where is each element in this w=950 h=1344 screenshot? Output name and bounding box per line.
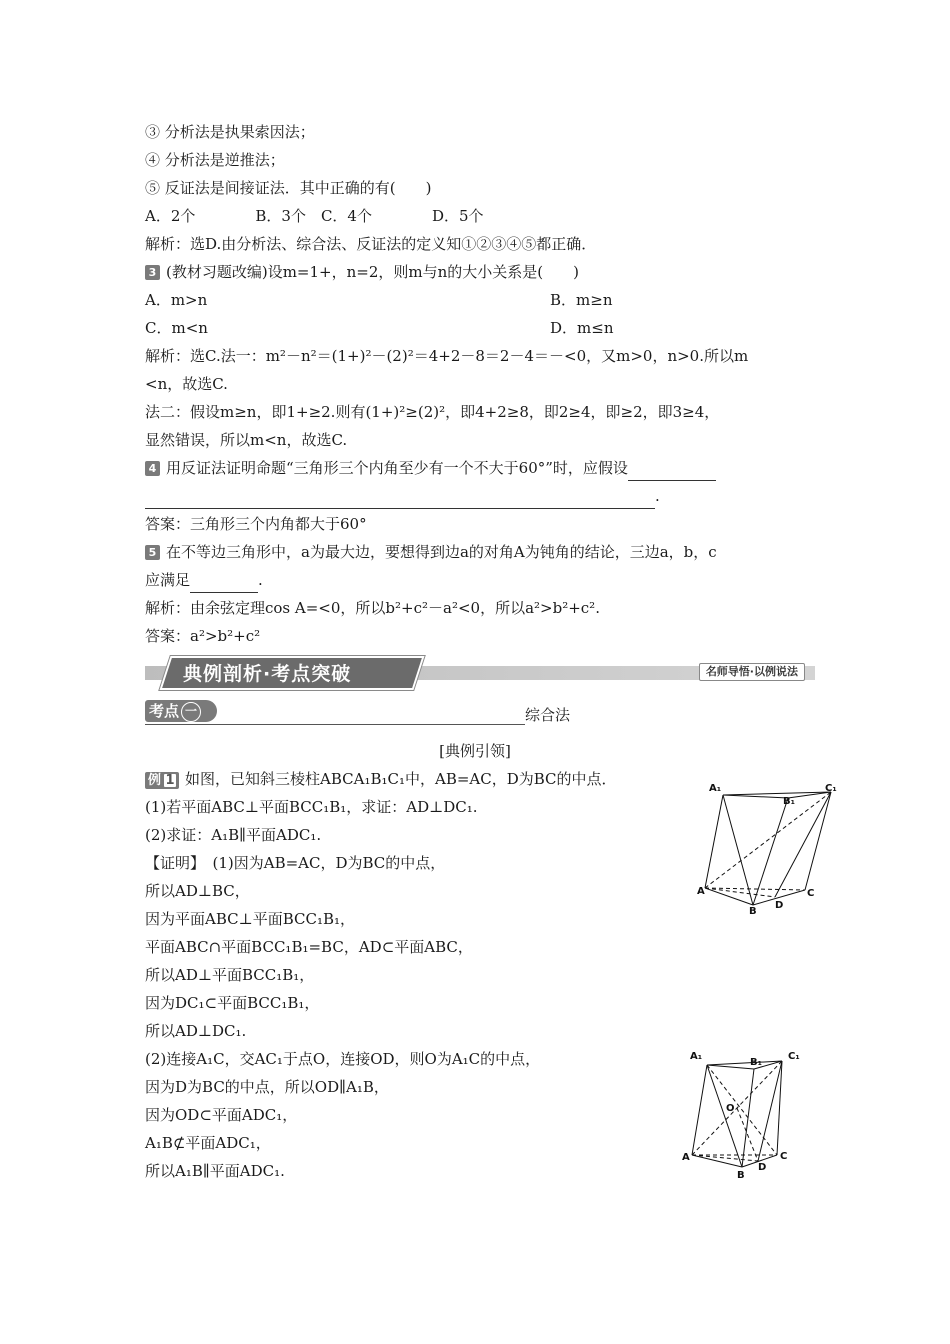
- proof-line: A₁B⊄平面ADC₁，: [145, 1134, 271, 1152]
- vertex-label: B: [749, 906, 757, 915]
- question-text: 在不等边三角形中，a为最大边，要想得到边a的对角A为钝角的结论，三边a，b，c: [166, 543, 717, 561]
- proof-line: (2)连接A₁C，交AC₁于点O，连接OD，则O为A₁C的中点，: [145, 1050, 541, 1068]
- vertex-label: C: [807, 888, 815, 899]
- proof-line: 所以AD⊥BC，: [145, 882, 250, 900]
- question-5-cont: [145, 570, 263, 593]
- analysis-line: <n，故选C.: [145, 375, 228, 393]
- analysis-line: 解析：由余弦定理cos A=<0，所以b²+c²－a²<0，所以a²>b²+c².: [145, 599, 600, 617]
- question-text: (教材习题改编)设m=1+，n=2，则m与n的大小关系是( ): [166, 263, 579, 281]
- analysis-line: 显然错误，所以m<n，故选C.: [145, 431, 348, 449]
- question-number-badge: 4: [145, 461, 160, 476]
- vertex-label: D: [775, 900, 784, 911]
- proof-line: 平面ABC∩平面BCC₁B₁=BC，AD⊂平面ABC，: [145, 938, 473, 956]
- line-3: ③ 分析法是执果索因法；: [145, 123, 315, 141]
- vertex-label: B₁: [783, 796, 796, 807]
- proof-line: 所以A₁B∥平面ADC₁.: [145, 1162, 285, 1180]
- option-d: D．m≤n: [550, 319, 614, 337]
- analysis-line: 解析：选D.由分析法、综合法、反证法的定义知①②③④⑤都正确．: [145, 235, 597, 253]
- answer-line: 答案：三角形三个内角都大于60°: [145, 515, 367, 533]
- line-4: ④ 分析法是逆推法；: [145, 151, 285, 169]
- proof-line: 因为D为BC的中点，所以OD∥A₁B，: [145, 1078, 389, 1096]
- question-text: 用反证法证明命题“三角形三个内角至少有一个不大于60°”时，应假设: [166, 459, 628, 477]
- question-5: [145, 542, 717, 562]
- example-badge-number: 1: [165, 773, 175, 788]
- vertex-label: O: [726, 1103, 735, 1114]
- topic-tag: [145, 700, 217, 722]
- prism-figure-1: [695, 780, 840, 915]
- banner-title: 典例剖析·考点突破: [183, 663, 352, 685]
- section-banner: [145, 656, 815, 686]
- banner-subtitle: 名师导悟·以例说法: [699, 663, 805, 681]
- vertex-label: A: [697, 886, 705, 897]
- vertex-label: C₁: [825, 783, 837, 794]
- topic-label: 考点: [149, 702, 180, 720]
- proof-line: 因为OD⊂平面ADC₁，: [145, 1106, 298, 1124]
- option-a: A．m>n: [145, 291, 208, 309]
- example-line: (1)若平面ABC⊥平面BCC₁B₁，求证：AD⊥DC₁.: [145, 798, 478, 816]
- line-5: ⑤ 反证法是间接证法．其中正确的有( ): [145, 179, 432, 197]
- vertex-label: B₁: [750, 1057, 763, 1068]
- proof-line: 【证明】 (1)因为AB=AC，D为BC的中点，: [145, 854, 446, 872]
- answer-blank: [190, 572, 258, 593]
- question-number-badge: 3: [145, 265, 160, 280]
- option-c: C．m<n: [145, 319, 208, 337]
- topic-number: 一: [181, 702, 201, 722]
- vertex-label: C: [780, 1151, 788, 1162]
- vertex-label: B: [737, 1170, 745, 1181]
- proof-line: 所以AD⊥平面BCC₁B₁，: [145, 966, 315, 984]
- analysis-line: 解析：选C.法一：m²－n²＝(1+)²－(2)²＝4+2－8＝2－4＝－<0，又m>0，n>0.所以m: [145, 347, 749, 365]
- vertex-label: A₁: [690, 1051, 703, 1062]
- question-number-badge: 5: [145, 545, 160, 560]
- question-text: 应满足: [145, 571, 191, 589]
- topic-rule: [145, 724, 525, 725]
- answer-blank: [145, 488, 655, 509]
- proof-line: 因为平面ABC⊥平面BCC₁B₁，: [145, 910, 356, 928]
- example-line: (2)求证：A₁B∥平面ADC₁.: [145, 826, 322, 844]
- example-text: 如图，已知斜三棱柱ABCA₁B₁C₁中，AB=AC，D为BC的中点．: [185, 770, 617, 788]
- example-badge: [145, 772, 179, 789]
- period: .: [258, 571, 263, 589]
- subsection-title: [典例引领]: [439, 742, 511, 760]
- vertex-label: A: [682, 1152, 690, 1163]
- answer-line: 答案：a²>b²+c²: [145, 627, 261, 645]
- vertex-label: D: [758, 1162, 767, 1173]
- question-4: [145, 458, 716, 481]
- options-line: A．2个 B．3个 C．4个 D．5个: [145, 207, 484, 225]
- topic-title: 综合法: [525, 706, 571, 724]
- vertex-label: A₁: [709, 783, 722, 794]
- proof-line: 因为DC₁⊂平面BCC₁B₁，: [145, 994, 320, 1012]
- prism-figure-2: [682, 1047, 827, 1182]
- vertex-label: C₁: [788, 1051, 800, 1062]
- option-b: B．m≥n: [550, 291, 613, 309]
- period: .: [655, 487, 660, 505]
- proof-line: 所以AD⊥DC₁.: [145, 1022, 247, 1040]
- example-badge-label: 例: [148, 773, 162, 788]
- answer-blank-line: [145, 486, 660, 509]
- answer-blank: [628, 460, 716, 481]
- analysis-line: 法二：假设m≥n，即1+≥2.则有(1+)²≥(2)²，即4+2≥8，即2≥4，即≥2，即3≥4，: [145, 403, 720, 421]
- example-line-1: [145, 769, 617, 789]
- question-3: [145, 262, 579, 282]
